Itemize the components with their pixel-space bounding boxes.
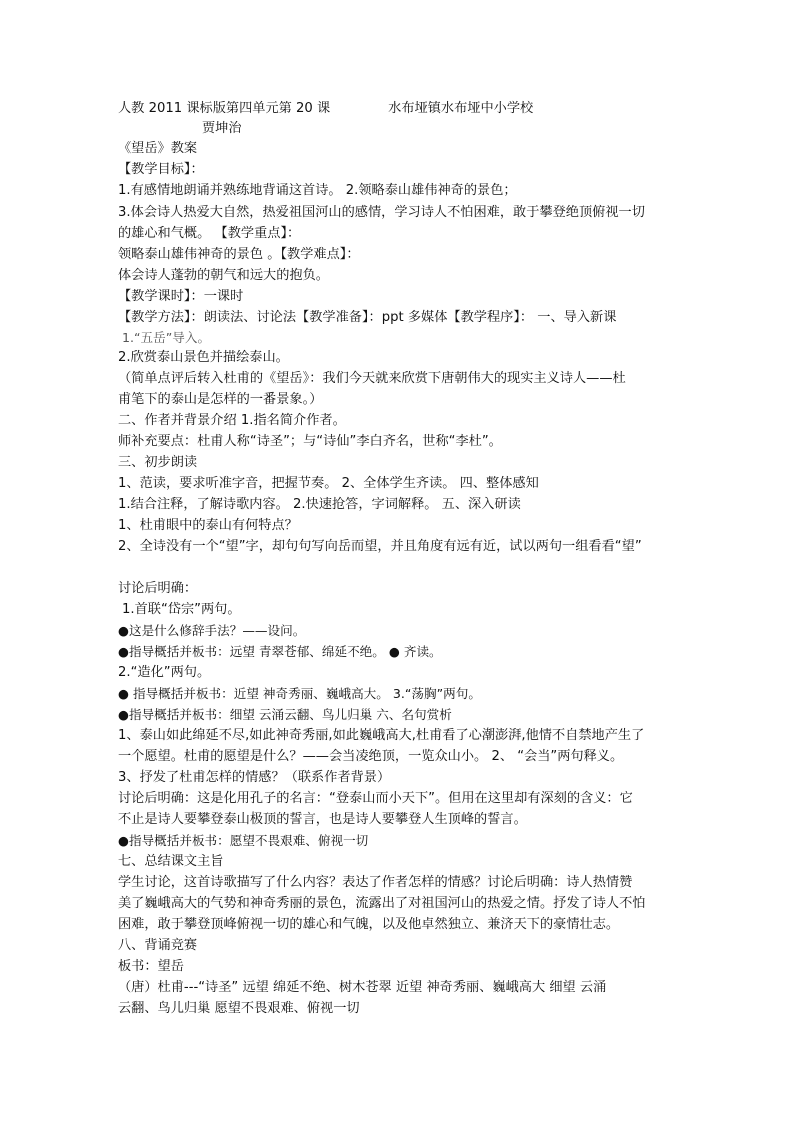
header-line [118, 99, 533, 119]
text-line: 云翻、鸟儿归巢 愿望不畏艰难、俯视一切 [118, 1001, 360, 1016]
text-line: 2、全诗没有一个“望”字，却句句写向岳而望，并且角度有远有近，试以两句一组看看“望” [118, 539, 642, 554]
text-line: 【教学方法】：朗读法、讨论法【教学准备】：ppt 多媒体【教学程序】： 一、导入新课 [118, 310, 617, 325]
text-line: 板书：望岳 [118, 959, 184, 974]
text-line: 困难，敢于攀登顶峰俯视一切的雄心和气魄，以及他卓然独立、兼济天下的豪情壮志。 [118, 917, 620, 932]
text-line: 1.有感情地朗诵并熟练地背诵这首诗。 2.领略泰山雄伟神奇的景色； [118, 183, 517, 198]
bullet-line: ●指导概括并板书：远望 青翠苍郁、绵延不绝。 ● 齐读。 [118, 644, 442, 659]
school-name: 水布垭镇水布垭中小学校 [388, 101, 534, 116]
text-line: （唐）杜甫---“诗圣” 远望 绵延不绝、树木苍翠 近望 神奇秀丽、巍峨高大 细望 云涌 [118, 980, 607, 995]
doc-title: 《望岳》教案 [118, 141, 198, 156]
text-line: 1、范读，要求听准字音，把握节奏。 2、全体学生齐读。 四、整体感知 [118, 476, 539, 491]
text-line: 不止是诗人要攀登泰山极顶的誓言，也是诗人要攀登人生顶峰的誓言。 [118, 812, 527, 827]
section-heading: 【教学目标】： [118, 162, 204, 177]
text-line: 1.“五岳”导入。 [122, 330, 211, 345]
author-name: 贾坤治 [202, 121, 242, 136]
text-line: 甫笔下的泰山是怎样的一番景象。） [118, 392, 323, 407]
text-line: 【教学课时】：一课时 [118, 289, 244, 304]
text-line: 1、泰山如此绵延不尽,如此神奇秀丽,如此巍峨高大,杜甫看了心潮澎湃,他情不自禁地产生了 [118, 728, 645, 743]
text-line: 二、作者并背景介绍 1.指名简介作者。 [118, 413, 346, 428]
bullet-line: ●指导概括并板书：愿望不畏艰难、俯视一切 [118, 833, 369, 848]
text-line: 一个愿望。杜甫的愿望是什么？——会当凌绝顶，一览众山小。 2、 “会当”两句释义。 [118, 749, 624, 764]
text-line: 讨论后明确：这是化用孔子的名言：“登泰山而小天下”。但用在这里却有深刻的含义：它 [118, 791, 633, 806]
course-info: 人教 2011 课标版第四单元第 20 课 [118, 101, 331, 116]
text-line: 三、初步朗读 [118, 455, 198, 470]
text-line: 领略泰山雄伟神奇的景色 。【教学难点】： [118, 247, 360, 262]
text-line: 的雄心和气概。 【教学重点】： [118, 226, 301, 241]
text-line: 3.体会诗人热爱大自然，热爱祖国河山的感情，学习诗人不怕困难，敢于攀登绝顶俯视一切 [118, 205, 645, 220]
bullet-line: ●指导概括并板书：细望 云涌云翻、鸟儿归巢 六、名句赏析 [118, 707, 452, 722]
text-line: 2.欣赏泰山景色并描绘泰山。 [118, 350, 289, 365]
text-line: 1.首联“岱宗”两句。 [122, 602, 241, 617]
text-line: 讨论后明确： [118, 581, 198, 596]
text-line: 七、总结课文主旨 [118, 854, 224, 869]
text-line: 体会诗人蓬勃的朝气和远大的抱负。 [118, 268, 329, 283]
text-line: 美了巍峨高大的气势和神奇秀丽的景色，流露出了对祖国河山的热爱之情。抒发了诗人不怕 [118, 896, 646, 911]
text-line: 八、背诵竞赛 [118, 938, 198, 953]
text-line: 学生讨论，这首诗歌描写了什么内容？表达了作者怎样的情感？讨论后明确：诗人热情赞 [118, 875, 633, 890]
text-line: 师补充要点：杜甫人称“诗圣”；与“诗仙”李白齐名，世称“李杜”。 [118, 434, 502, 449]
text-line: 1、杜甫眼中的泰山有何特点？ [118, 518, 298, 533]
text-line: （简单点评后转入杜甫的《望岳》：我们今天就来欣赏下唐朝伟大的现实主义诗人——杜 [118, 371, 626, 386]
text-line: 1.结合注释，了解诗歌内容。 2.快速抢答，字词解释。 五、深入研读 [118, 497, 521, 512]
bullet-line: ● 指导概括并板书：近望 神奇秀丽、巍峨高大。 3.“荡胸”两句。 [118, 686, 481, 701]
bullet-line: ●这是什么修辞手法？——设问。 [118, 623, 306, 638]
text-line: 3、抒发了杜甫怎样的情感？（联系作者背景） [118, 770, 391, 785]
text-line: 2.“造化”两句。 [118, 665, 211, 680]
